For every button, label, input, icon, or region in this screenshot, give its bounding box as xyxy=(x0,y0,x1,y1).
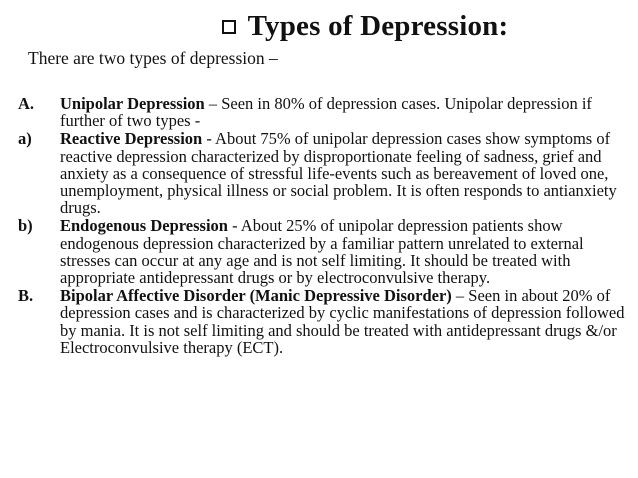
intro-text: There are two types of depression – xyxy=(28,48,278,68)
term-description: - About 75% of unipolar depression cases show symptoms of reactive depression characterized by disproportionate feeling of sadness, grief and anxiety as a consequence of stressful life-events such as bereavement of loved one, unemployment, physical illness or social problem. It is often responds to antianxiety drugs. xyxy=(60,129,617,218)
checkbox-bullet-icon xyxy=(222,20,236,34)
depression-types-list xyxy=(18,95,626,356)
slide-title: Types of Depression: xyxy=(247,9,509,42)
list-item-reactive xyxy=(18,130,626,216)
term-heading: Endogenous Depression xyxy=(60,216,228,236)
list-item-content xyxy=(60,287,626,356)
term-description: – Seen in 80% of depression cases. Unipolar depression if further of two types - xyxy=(60,94,592,131)
title-row xyxy=(0,6,638,46)
list-item-content xyxy=(60,217,626,286)
list-marker: a) xyxy=(18,129,32,149)
list-item-endogenous xyxy=(18,217,626,286)
list-item-bipolar xyxy=(18,287,626,356)
list-item-content xyxy=(60,95,626,129)
list-item-unipolar xyxy=(18,95,626,129)
term-description: - About 25% of unipolar depression patients show endogenous depression characterized by a familiar pattern unrelated to external stresses can occur at any age and is not self limiting. It should be treated with appropriate antidepressant drugs or by electroconvulsive therapy. xyxy=(60,216,584,288)
list-marker: B. xyxy=(18,286,34,306)
term-heading: Bipolar Affective Disorder (Manic Depressive Disorder) xyxy=(60,286,452,306)
list-marker: b) xyxy=(18,216,33,236)
term-description: – Seen in about 20% of depression cases and is characterized by cyclic manifestations of depression followed by mania. It is not self limiting and should be treated with antidepressant drugs &/or Electroconvulsive therapy (ECT). xyxy=(60,286,625,357)
list-item-content xyxy=(60,130,626,216)
term-heading: Unipolar Depression xyxy=(60,94,205,113)
term-heading: Reactive Depression xyxy=(60,129,203,149)
list-marker: A. xyxy=(18,94,35,113)
